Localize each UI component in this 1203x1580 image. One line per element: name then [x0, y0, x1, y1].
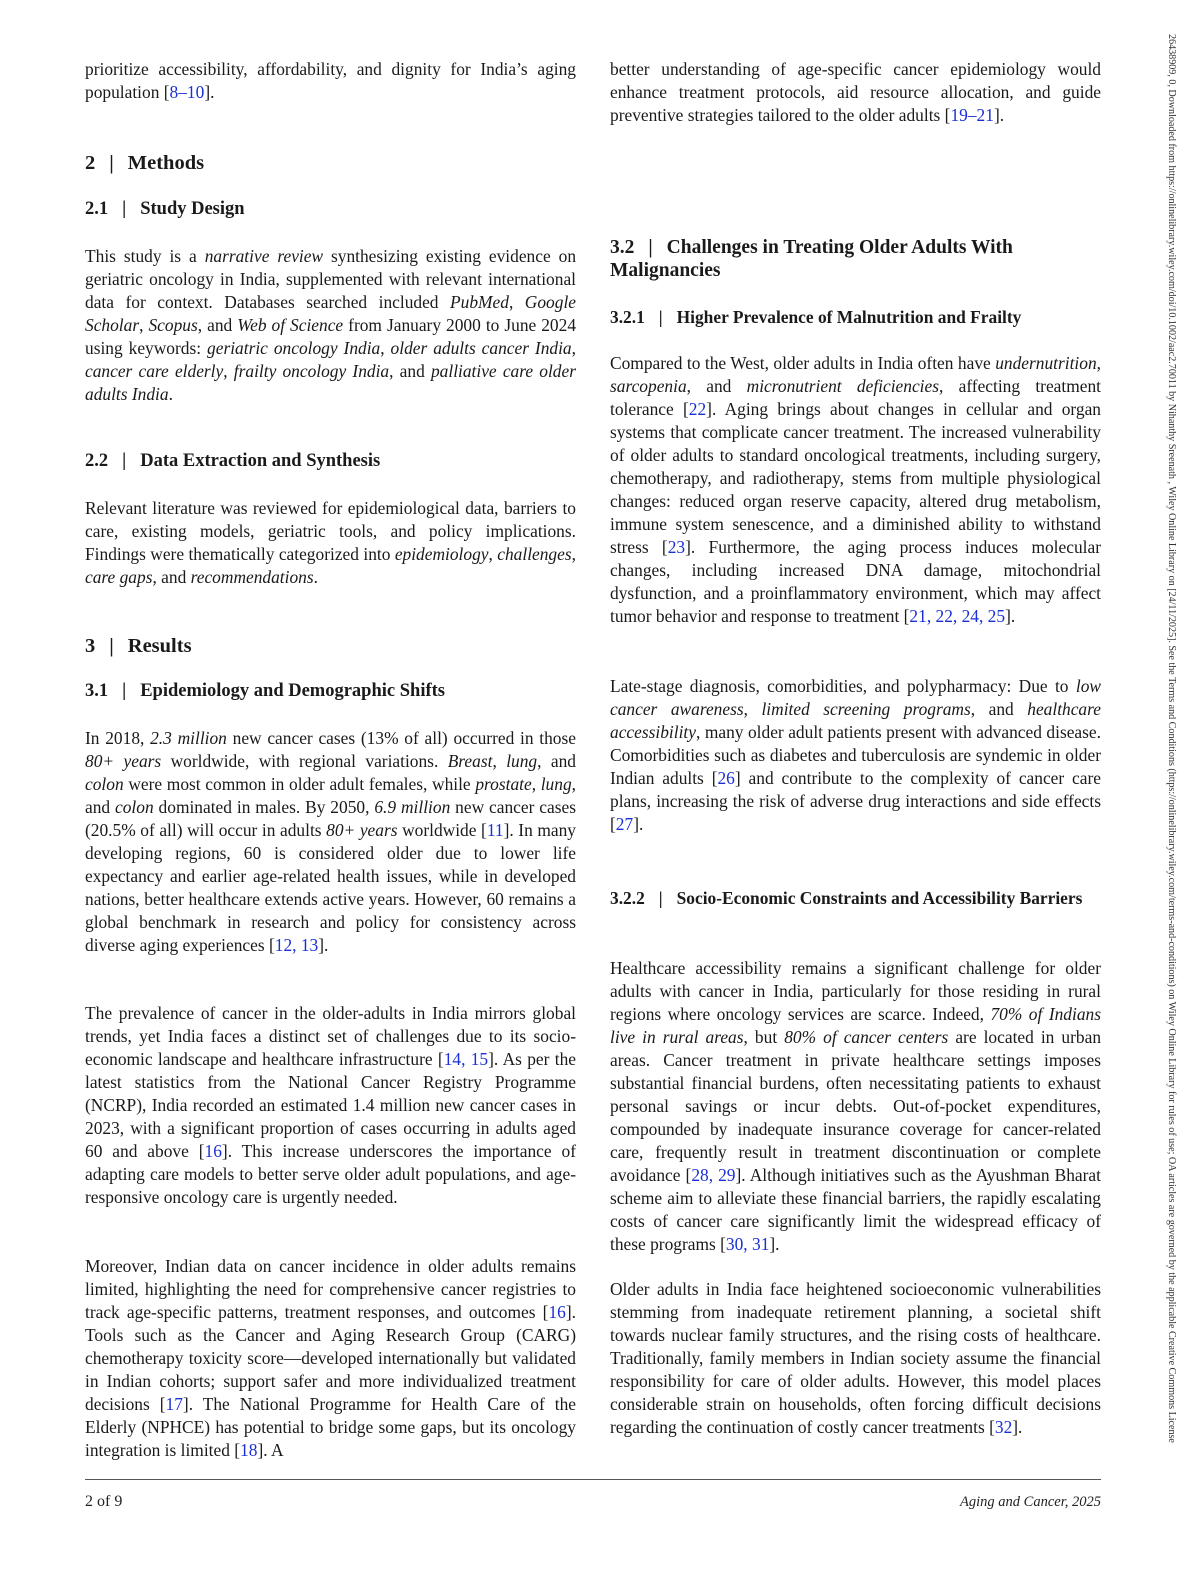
citation-link[interactable]: 32: [994, 1417, 1013, 1437]
citation-link[interactable]: 18: [240, 1440, 258, 1460]
study-design-paragraph: This study is a narrative review synthesizing existing evidence on geriatric oncology in India, supplemented with relevant international data for context. Databases searched included PubMed, Google Scholar, Scopus, and Web of Science from January 2000 to June 2024 using keywords: geriatric oncology India, older adults cancer India, cancer care elderly, frailty oncology India, and palliative care older adults India.: [85, 246, 577, 404]
footer-divider: [85, 1479, 1101, 1480]
journal-citation: Aging and Cancer, 2025: [960, 1494, 1101, 1510]
subsection-heading-challenges: 3.2 | Challenges in Treating Older Adults With Malignancies: [610, 237, 1013, 281]
citation-link[interactable]: 22: [688, 399, 707, 419]
subsection-heading-epidemiology: 3.1 | Epidemiology and Demographic Shifts: [85, 681, 445, 701]
citation-link[interactable]: 8–10: [169, 82, 205, 102]
prevalence-paragraph: The prevalence of cancer in the older-adults in India mirrors global trends, yet India faces a distinct set of challenges due to its socio-economic landscape and healthcare infrastructure [14, 15]. As per the latest statistics from the National Cancer Registry Programme (NCRP), India recorded an estimated 1.4 million new cancer cases in 2023, with a significant proportion of cases occurring in adults aged 60 and above [16]. This increase underscores the importance of adapting care models to better serve older adult populations, and age-responsive oncology care is urgently needed.: [85, 1003, 576, 1207]
side-note-text: 26438909, 0, Downloaded from https://onlinelibrary.wiley.com/doi/10.1002/aac2.70011 by Nihanthy Sreenath , Wiley Online Library on [24/11/2025]. See the Terms and Conditions (https://onlinelibrary.wiley.com/terms-and-conditions) on Wiley Online Library for rules of use; OA articles are governed by the applicable Creative Commons License: [1166, 34, 1177, 1443]
subsubsection-heading-socio-economic: 3.2.2 | Socio-Economic Constraints and Accessibility Barriers: [610, 888, 1083, 908]
citation-link[interactable]: 27: [615, 814, 634, 834]
citation-link[interactable]: 26: [717, 768, 735, 788]
citation-link[interactable]: 11: [486, 820, 504, 840]
download-side-note: [1163, 34, 1177, 1534]
citation-link[interactable]: 17: [165, 1394, 183, 1414]
section-heading-methods: 2 | Methods: [85, 152, 205, 174]
citation-link[interactable]: 21, 22, 24, 25: [909, 606, 1006, 626]
moreover-paragraph: Moreover, Indian data on cancer incidence in older adults remains limited, highlighting the need for comprehensive cancer registries to track age-specific patterns, treatment responses, and outcomes [16]. Tools such as the Cancer and Aging Research Group (CARG) chemotherapy toxicity score—developed internationally but validated in Indian cohorts; support safer and more individualized treatment decisions [17]. The National Programme for Health Care of the Elderly (NPHCE) has potential to bridge some gaps, but its oncology integration is limited [18]. A: [85, 1256, 576, 1460]
subsection-heading-data-extraction: 2.2 | Data Extraction and Synthesis: [85, 451, 381, 471]
citation-link[interactable]: 23: [667, 537, 686, 557]
epidemiology-paragraph: In 2018, 2.3 million new cancer cases (13% of all) occurred in those 80+ years worldwide, with regional variations. Breast, lung, and colon were most common in older adult females, while prostate, lung, and colon dominated in males. By 2050, 6.9 million new cancer cases (20.5% of all) will occur in adults 80+ years worldwide [11]. In many developing regions, 60 is considered older due to lower life expectancy and earlier age-related health issues, while in developed nations, better healthcare extends active years. However, 60 remains a global benchmark in research and policy for consistency across diverse aging experiences [12, 13].: [85, 728, 576, 955]
page-number: 2 of 9: [85, 1493, 123, 1510]
data-extraction-paragraph: Relevant literature was reviewed for epidemiological data, barriers to care, existing models, geriatric tools, and policy implications. Findings were thematically categorized into epidemiology, challenges, care gaps, and recommendations.: [85, 498, 576, 587]
continuation-paragraph: better understanding of age-specific cancer epidemiology would enhance treatment protocols, aid resource allocation, and guide preventive strategies tailored to the older adults [19–21].: [610, 59, 1101, 125]
section-heading-results: 3 | Results: [85, 635, 192, 657]
citation-link[interactable]: 19–21: [950, 105, 994, 125]
citation-link[interactable]: 14, 15: [443, 1049, 489, 1069]
citation-link[interactable]: 28, 29: [691, 1165, 736, 1185]
citation-link[interactable]: 30, 31: [725, 1234, 770, 1254]
accessibility-paragraph: Healthcare accessibility remains a significant challenge for older adults with cancer in India, particularly for those residing in rural regions where oncology services are scarce. Indeed, 70% of Indians live in rural areas, but 80% of cancer centers are located in urban areas. Cancer treatment in private healthcare settings imposes substantial financial burdens, often necessitating patients to exhaust personal savings or incur debts. Out-of-pocket expenditures, compounded by inadequate insurance coverage for cancer-related care, frequently result in treatment discontinuation or complete avoidance [28, 29]. Although initiatives such as the Ayushman Bharat scheme aim to alleviate these financial barriers, the rapidly escalating costs of cancer care significantly limit the widespread efficacy of these programs [30, 31].: [610, 958, 1102, 1254]
citation-link[interactable]: 16: [548, 1302, 566, 1322]
citation-link[interactable]: 16: [204, 1141, 222, 1161]
subsection-heading-study-design: 2.1 | Study Design: [85, 199, 245, 219]
vulnerability-paragraph: Older adults in India face heightened socioeconomic vulnerabilities stemming from inadequate retirement planning, a societal shift towards nuclear family structures, and the rising costs of healthcare. Traditionally, family members in Indian society assume the financial responsibility for care of older adults. However, this model places considerable strain on households, often forcing difficult decisions regarding the continuation of costly cancer treatments [32].: [610, 1279, 1101, 1437]
subsubsection-heading-malnutrition: 3.2.1 | Higher Prevalence of Malnutrition and Frailty: [610, 307, 1022, 327]
intro-tail-paragraph: prioritize accessibility, affordability, and dignity for India’s aging population [8–10].: [85, 59, 576, 102]
malnutrition-paragraph: Compared to the West, older adults in India often have undernutrition, sarcopenia, and micronutrient deficiencies, affecting treatment tolerance [22]. Aging brings about changes in cellular and organ systems that complicate cancer treatment. The increased vulnerability of older adults to standard oncological treatments, including surgery, chemotherapy, and radiotherapy, stems from multiple physiological changes: reduced organ reserve capacity, altered drug metabolism, immune system senescence, and a diminished ability to withstand stress [23]. Furthermore, the aging process induces molecular changes, including increased DNA damage, mitochondrial dysfunction, and a proinflammatory environment, which may affect tumor behavior and response to treatment [21, 22, 24, 25].: [610, 353, 1102, 626]
late-stage-paragraph: Late-stage diagnosis, comorbidities, and polypharmacy: Due to low cancer awareness, limited screening programs, and healthcare accessibility, many older adult patients present with advanced disease. Comorbidities such as diabetes and tuberculosis are syndemic in older Indian adults [26] and contribute to the complexity of cancer care plans, increasing the risk of adverse drug interactions and side effects [27].: [610, 676, 1101, 834]
citation-link[interactable]: 12, 13: [274, 935, 319, 955]
